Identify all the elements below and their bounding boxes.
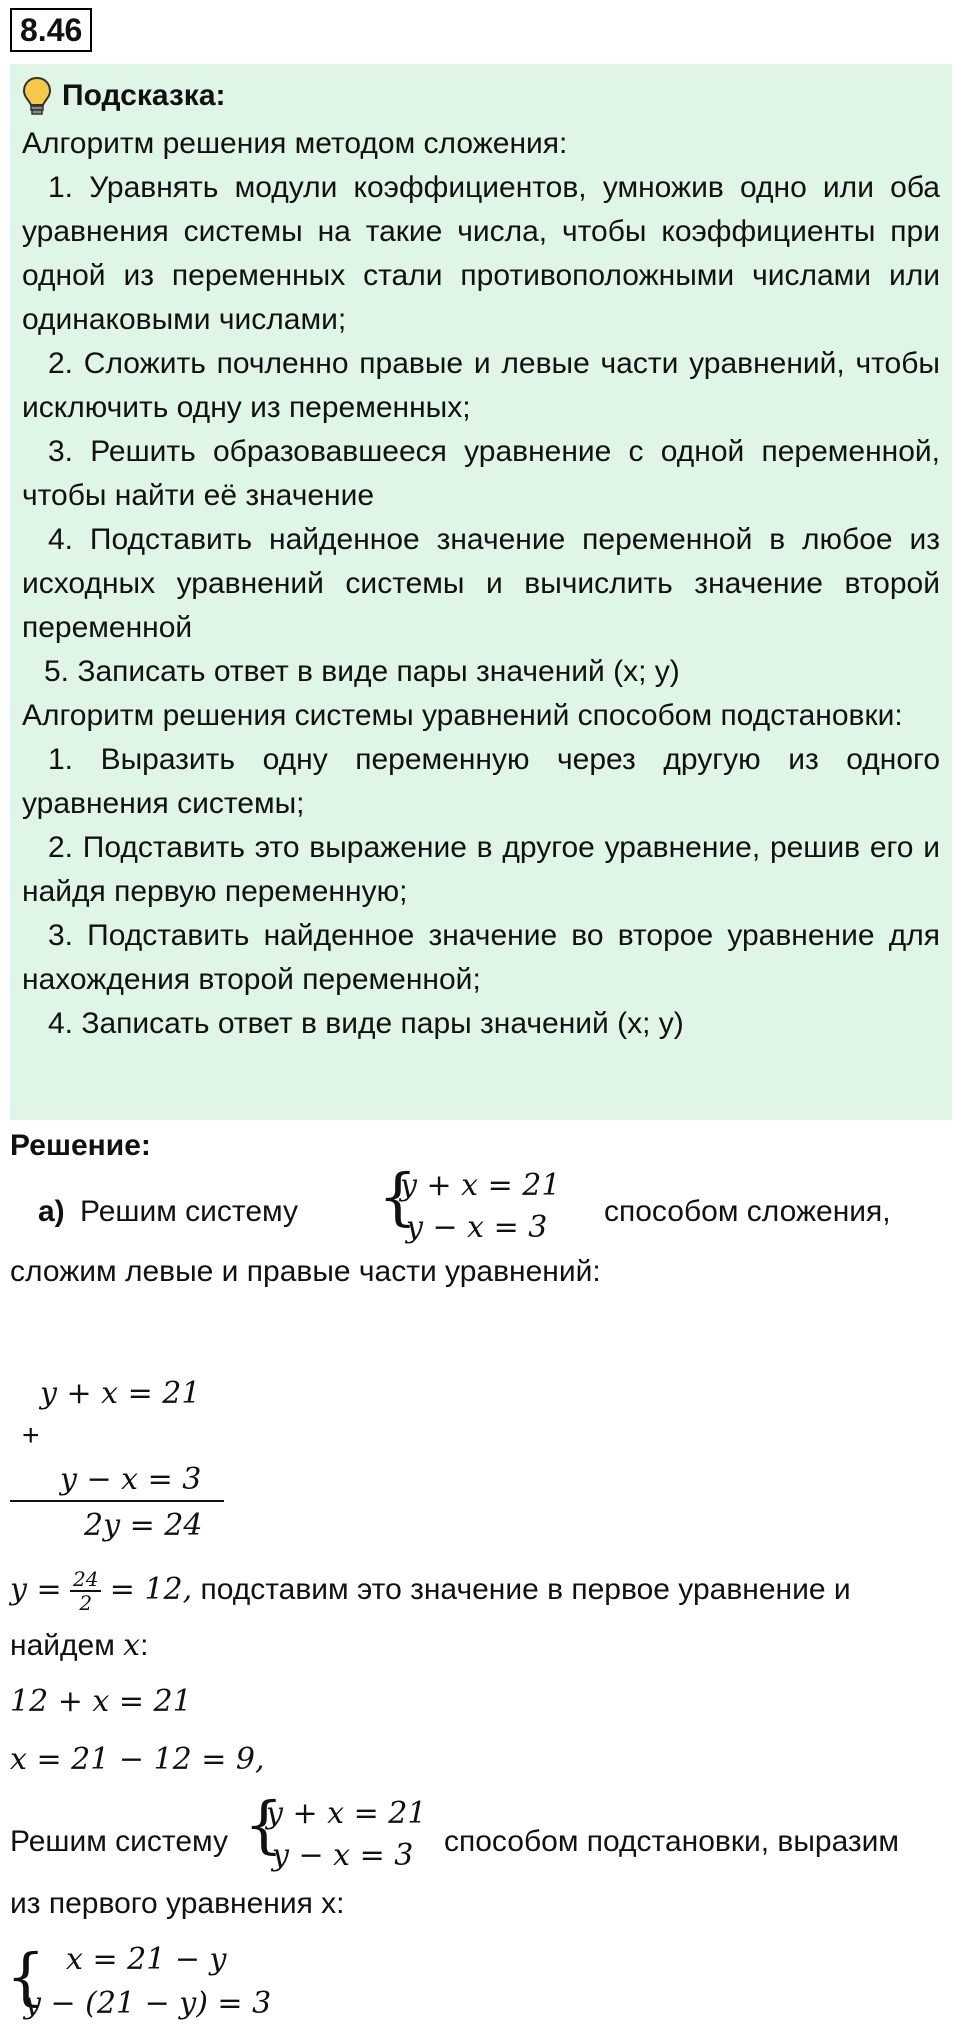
column-eq1: y + x = 21 — [40, 1376, 201, 1411]
system2-brace: { — [244, 1788, 284, 1861]
find-x-line — [10, 1624, 148, 1668]
hint-paragraph: 2. Подставить это выражение в другое уравнение, решив его и найдя первую переменную; — [22, 831, 940, 908]
hint-title: Подсказка: — [62, 79, 226, 112]
system3-eq1: x = 21 − y — [66, 1942, 227, 1977]
y-prefix: y = — [10, 1572, 62, 1607]
system2-eq2: y − x = 3 — [272, 1838, 414, 1873]
sum-line — [10, 1500, 224, 1502]
hint-paragraph: 4. Подставить найденное значение переменной в любое из исходных уравнений системы и вычислить значение второй переменной — [22, 523, 940, 644]
part-a-label: а) — [38, 1195, 65, 1228]
column-sum: 2y = 24 — [84, 1508, 203, 1543]
plus-sign: + — [22, 1419, 40, 1452]
system3-brace: { — [6, 1940, 46, 2013]
hint-paragraph: Алгоритм решения системы уравнений способом подстановки: — [22, 699, 903, 732]
column-eq2: y − x = 3 — [60, 1462, 202, 1497]
task-number: 8.46 — [10, 8, 92, 52]
method2-desc: способом подстановки, выразим — [444, 1825, 900, 1858]
hint-paragraph: 5. Записать ответ в виде пары значений (x; y) — [44, 655, 680, 688]
hint-paragraph: 1. Выразить одну переменную через другую из одного уравнения системы; — [22, 743, 940, 820]
part-a-instruction: сложим левые и правые части уравнений: — [10, 1255, 601, 1288]
hint-paragraph: 4. Записать ответ в виде пары значений (x; y) — [48, 1007, 684, 1040]
lightbulb-icon — [22, 76, 52, 116]
part-a-text: Решим систему — [80, 1195, 298, 1228]
frac-num: 24 — [70, 1568, 101, 1592]
part-a-method: способом сложения, — [604, 1195, 891, 1228]
system1-eq2: y − x = 3 — [406, 1210, 548, 1245]
method2-text: Решим систему — [10, 1825, 228, 1858]
y-result-line — [10, 1568, 851, 1614]
hint-header — [22, 70, 940, 122]
system1-eq1: y + x = 21 — [400, 1168, 561, 1203]
solution-title: Решение: — [10, 1129, 151, 1162]
fraction — [70, 1568, 101, 1614]
hint-paragraph: Алгоритм решения методом сложения: — [22, 127, 568, 160]
equation-1: 12 + x = 21 — [10, 1684, 192, 1719]
hint-paragraph: 2. Сложить почленно правые и левые части уравнений, чтобы исключить одну из переменных; — [22, 347, 940, 424]
colon: : — [140, 1629, 149, 1662]
method2-instruction: из первого уравнения х: — [10, 1887, 345, 1920]
system-brace: { — [378, 1160, 418, 1233]
system3-eq2: y − (21 − y) = 3 — [24, 1986, 272, 2021]
y-suffix: = 12, — [109, 1572, 193, 1607]
x-var: x — [123, 1628, 141, 1663]
frac-den: 2 — [79, 1591, 93, 1616]
hint-paragraph: 3. Решить образовавшееся уравнение с одной переменной, чтобы найти её значение — [22, 435, 940, 512]
substitution-text: подставим это значение в первое уравнение и — [200, 1573, 851, 1606]
system2-eq1: y + x = 21 — [266, 1796, 427, 1831]
hint-paragraph: 1. Уравнять модули коэффициентов, умножив одно или оба уравнения системы на такие числа, чтобы коэффициенты при одной из переменных стали противоположными числами или одинаковыми числами; — [22, 171, 940, 336]
find-text: найдем — [10, 1629, 115, 1662]
hint-paragraph: 3. Подставить найденное значение во второе уравнение для нахождения второй переменной; — [22, 919, 940, 996]
equation-2: x = 21 − 12 = 9, — [10, 1742, 265, 1777]
hint-box — [10, 64, 952, 1120]
